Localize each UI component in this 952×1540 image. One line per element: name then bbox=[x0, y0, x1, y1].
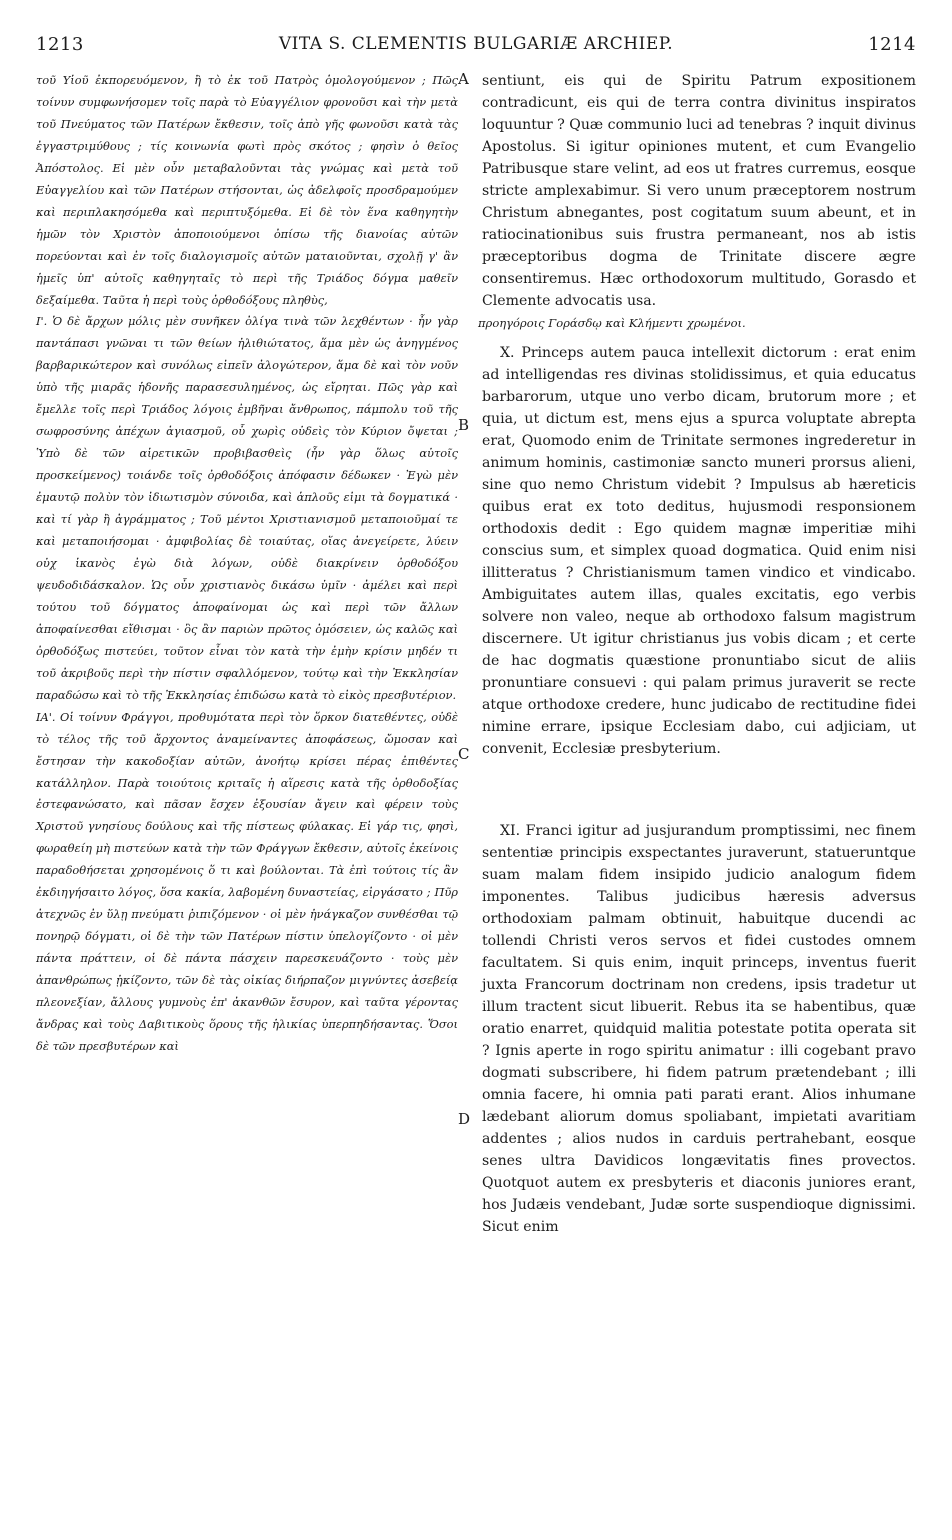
latin-paragraph-continuation: sentiunt, eis qui de Spiritu Patrum expositionem contradicunt, eis qui de terra contra divinitus inspiratos loquuntur ? Quæ communio luci ad tenebras ? inquit divinus Apostolus. Si igitur opiniones mutent, et cum Evangelio Patribusque stare velint, ad eos ut fratres curremus, eosque stricte amplexabimur. Si vero unum præceptorem nostrum Christum abnegantes, post cogitatum suum abeunt, et in ratiocinationibus suis frustra permaneant, nos ab istis præceptoribus dogma de Trinitate discere ægre consentiremus. Hæc orthodoxorum multitudo, Gorasdo et Clemente advocatis usa. bbox=[482, 73, 916, 309]
section-markers bbox=[456, 70, 484, 1470]
latin-paragraph-x: X. Princeps autem pauca intellexit dictorum : erat enim ad intelligendas res divinas stolidissimus, et quia educatus barbarorum, utque uno verbo dicam, brutorum more ; et quia, ut dictum est, mens ejus a spurca voluptate abrepta erat, Quomodo enim de Trinitate sermones ingrederetur in animum hominis, castimoniæ sancto muneri prorsus alieni, sine quo nemo Christum videbit ? Impulsus ab hæreticis quibus erat ex toto deditus, hujusmodi responsionem orthodoxis dedit : Ego quidem magnæ imperitiæ mihi conscius sum, et simplex quoad dogmatica. Quid enim nisi illitteratus ? Christianismum tamen vindico et vindicabo. Ambiguitates autem illas, quales excitatis, ego verbis solvere non valeo, neque ab orthodoxo falsum magistrum discernere. Ut igitur christianus jus vobis dicam ; et certe de hac dogmatis quæstione pronuntiabo sicut de aliis pronuntiare consuevi : qui palam primus juraverit se recte atque orthodoxe credere, hunc judicabo de rectitudine fidei nimine errare, ipsique Ecclesiam dabo, cui adjiciam, ut convenit, Ecclesiæ presbyterium. bbox=[482, 345, 916, 757]
greek-paragraph-x: Ι'. Ὁ δὲ ἄρχων μόλις μὲν συνῆκεν ὀλίγα τινὰ τῶν λεχθέντων · ἦν γὰρ παντάπασι γνῶναι τι τῶν θείων ἠλιθιώτατος, ἅμα μὲν ὡς ἀνηγμένος βαρβαρικώτερον καὶ συνόλως εἰπεῖν ἀλογώτερον, ἅμα δὲ καὶ τὸν νοῦν ὑπὸ τῆς μιαρᾶς ἡδονῆς παρασεσυλημένος, ὡς εἴρηται. Πῶς γὰρ καὶ ἔμελλε τοῖς περὶ Τριάδος λόγοις ἐμβῆναι ἄνθρωπος, πάμπολυ τοῦ τῆς σωφροσύνης ἀπέχων ἁγιασμοῦ, οὗ χωρὶς οὐδεὶς τὸν Κύριον ὄψεται ; Ὑπὸ δὲ τῶν αἱρετικῶν προβιβασθεὶς (ἦν γὰρ ὅλως αὐτοῖς προσκείμενος) τοιάνδε τοῖς ὀρθοδόξοις ἀπόφασιν δέδωκεν · Ἐγὼ μὲν ἐμαυτῷ πολὺν τὸν ἰδιωτισμὸν σύνοιδα, καὶ ἁπλοῦς εἰμι τὰ δογματικά · καὶ τί γὰρ ἢ ἀγράμματος ; Τοῦ μέντοι Χριστιανισμοῦ μεταποιοῦμαί τε καὶ μεταποιήσομαι · ἀμφιβολίας δὲ τοιαύτας, οἵας ἀνεγείρετε, λύειν οὐχ ἱκανὸς ἐγὼ διὰ λόγων, οὐδὲ διακρίνειν ὀρθοδόξου ψευδοδιδάσκαλον. Ὡς οὖν χριστιανὸς δικάσω ὑμῖν · ἀμέλει καὶ περὶ τούτου τοῦ δόγματος ἀποφαίνομαι ὡς καὶ περὶ τῶν ἄλλων ἀποφαίνεσθαι εἴθισμαι · ὃς ἂν παριὼν πρῶτος ὀμόσειεν, ὡς καλῶς καὶ ὀρθοδόξως πιστεύει, τοῦτον εἶναι τὸν κατὰ τὴν ἐμὴν κρίσιν μηδέν τι τοῦ ἀκριβοῦς περὶ τὴν πίστιν σφαλλόμενον, τούτῳ καὶ τὴν Ἐκκλησίαν παραδώσω καὶ τὸ τῆς Ἐκκλησίας ἐπιδώσω κατὰ τὸ εἰκὸς πρεσβυτέριον. bbox=[36, 314, 458, 702]
marker-b: B bbox=[458, 416, 470, 434]
page-header bbox=[36, 34, 916, 60]
greek-paragraph-continuation: τοῦ Υἱοῦ ἐκπορευόμενον, ἢ τὸ ἐκ τοῦ Πατρὸς ὁμολογούμενον ; Πῶς τοίνυν συμφωνήσομεν τοῖς παρὰ τὸ Εὐαγγέλιον φρονοῦσι καὶ τὴν μετὰ τοῦ Πνεύματος τῶν Πατέρων ἔκθεσιν, τοῖς ἀπὸ γῆς φωνοῦσι κατὰ τὰς ἐγγαστριμύθους ; τίς κοινωνία φωτὶ πρὸς σκότος ; φησὶν ὁ θεῖος Ἀπόστολος. Εἰ μὲν οὖν μεταβαλοῦνται τὰς γνώμας καὶ μετὰ τοῦ Εὐαγγελίου καὶ τῶν Πατέρων στήσονται, ὡς ἀδελφοῖς προσδραμούμεν καὶ περιπλακησόμεθα καὶ περιπτυξόμεθα. Εἰ δὲ τὸν ἕνα καθηγητὴν ἡμῶν τὸν Χριστὸν ἀποποιούμενοι ὀπίσω τῆς διανοίας αὐτῶν πορεύονται καὶ ἐν τοῖς διαλογισμοῖς αὐτῶν ματαιοῦνται, σχολῇ γ' ἂν ἡμεῖς ὑπ' αὐτοῖς καθηγηταῖς τὸ περὶ τῆς Τριάδος δόγμα μαθεῖν δεξαίμεθα. Ταῦτα ἡ περὶ τοὺς ὀρθοδόξους πληθὺς, bbox=[36, 73, 458, 307]
greek-paragraph-xi: ΙΑ'. Οἱ τοίνυν Φράγγοι, προθυμότατα περὶ τὸν ὅρκον διατεθέντες, οὐδὲ τὸ τέλος τῆς τοῦ ἄρχοντος ἀναμείναντες ἀποφάσεως, ὤμοσαν καὶ ἔστησαν τὴν κακοδοξίαν αὐτῶν, ἀνοήτῳ κρίσει πέρας ἐπιθέντες κατάλληλον. Παρὰ τοιούτοις κριταῖς ἡ αἵρεσις κατὰ τῆς ὀρθοδοξίας ἐστεφανώσατο, καὶ πᾶσαν ἔσχεν ἐξουσίαν ἄγειν καὶ φέρειν τοὺς Χριστοῦ γνησίους δούλους καὶ τῆς πίστεως φύλακας. Εἰ γάρ τις, φησὶ, φωραθείη μὴ πιστεύων κατὰ τὴν τῶν Φράγγων ἔκθεσιν, αὐτοῖς ἐκείνοις παραδοθήσεται χρησομένοις ὅ τι καὶ βούλονται. Τὰ ἐπὶ τούτοις τίς ἂν ἐκδιηγήσαιτο λόγος, ὅσα κακία, λαβομένη δυναστείας, εἰργάσατο ; Πῦρ ἀτεχνῶς ἐν ὕλῃ πνεύματι ῥιπιζόμενον · οἱ μὲν ἠνάγκαζον συνθέσθαι τῷ πονηρῷ δόγματι, οἱ δὲ τὴν τῶν Πατέρων πίστιν ὑπελογίζοντο · οἱ μὲν πάντα πράττειν, οἱ δὲ πάντα πάσχειν παρεσκευάζοντο · τοὺς μὲν ἀπανθρώπως ᾐκίζοντο, τῶν δὲ τὰς οἰκίας διήρπαζον μιγνύντες ἀσεβείᾳ πλεονεξίαν, ἄλλους γυμνοὺς ἐπ' ἀκανθῶν ἔσυρον, καὶ ταῦτα γέροντας ἄνδρας καὶ τοὺς Δαβιτικοὺς ὅρους τῆς ἡλικίας ὑπερπηδήσαντας. Ὅσοι δὲ τῶν πρεσβυτέρων καὶ bbox=[36, 709, 458, 1053]
marker-d: D bbox=[458, 1110, 471, 1128]
running-title: VITA S. CLEMENTIS BULGARIÆ ARCHIEP. bbox=[278, 34, 674, 54]
marker-c: C bbox=[458, 745, 470, 763]
greek-overflow-line: προηγόροις Γοράσδῳ καὶ Κλήμεντι χρωμένοι. bbox=[478, 316, 746, 330]
greek-column bbox=[36, 70, 458, 1058]
latin-column bbox=[478, 70, 916, 1238]
latin-paragraph-xi: XI. Franci igitur ad jusjurandum promptissimi, nec finem sententiæ principis exspectantes juraverunt, statueruntque suam malam fidem insipido judicio analogum fidem imponentes. Talibus judicibus hæresis adversus orthodoxiam palmam obtinuit, habuitque ducendi ac tollendi Christi veros servos et fidei custodes omnem facultatem. Si quis enim, inquit princeps, inventus fuerit juxta Francorum doctrinam non credens, ipsis tradetur ut illum tractent sicut libuerit. Rebus ita se habentibus, quæ oratio enarret, quidquid malitia potestate potita operata sit ? Ignis aperte in rogo spiritu animatur : illi cogebant pravo dogmati subscribere, hi fidem patrum prætendebant ; illi omnia facere, hi omnia pati parati erant. Alios inhumane lædebant aliorum domus spoliabant, impietati avaritiam addentes ; alios nudos in carduis pertrahebant, eosque senes ultra Davidicos longævitatis fines provectos. Quotquot autem ex presbyteris et diaconis juniores erant, hos Judæis vendebant, Judæ sorte suspendioque dignissimi. Sicut enim bbox=[482, 823, 916, 1235]
marker-a: A bbox=[458, 70, 469, 88]
page-number-right: 1214 bbox=[868, 34, 916, 55]
page-number-left: 1213 bbox=[36, 34, 84, 55]
